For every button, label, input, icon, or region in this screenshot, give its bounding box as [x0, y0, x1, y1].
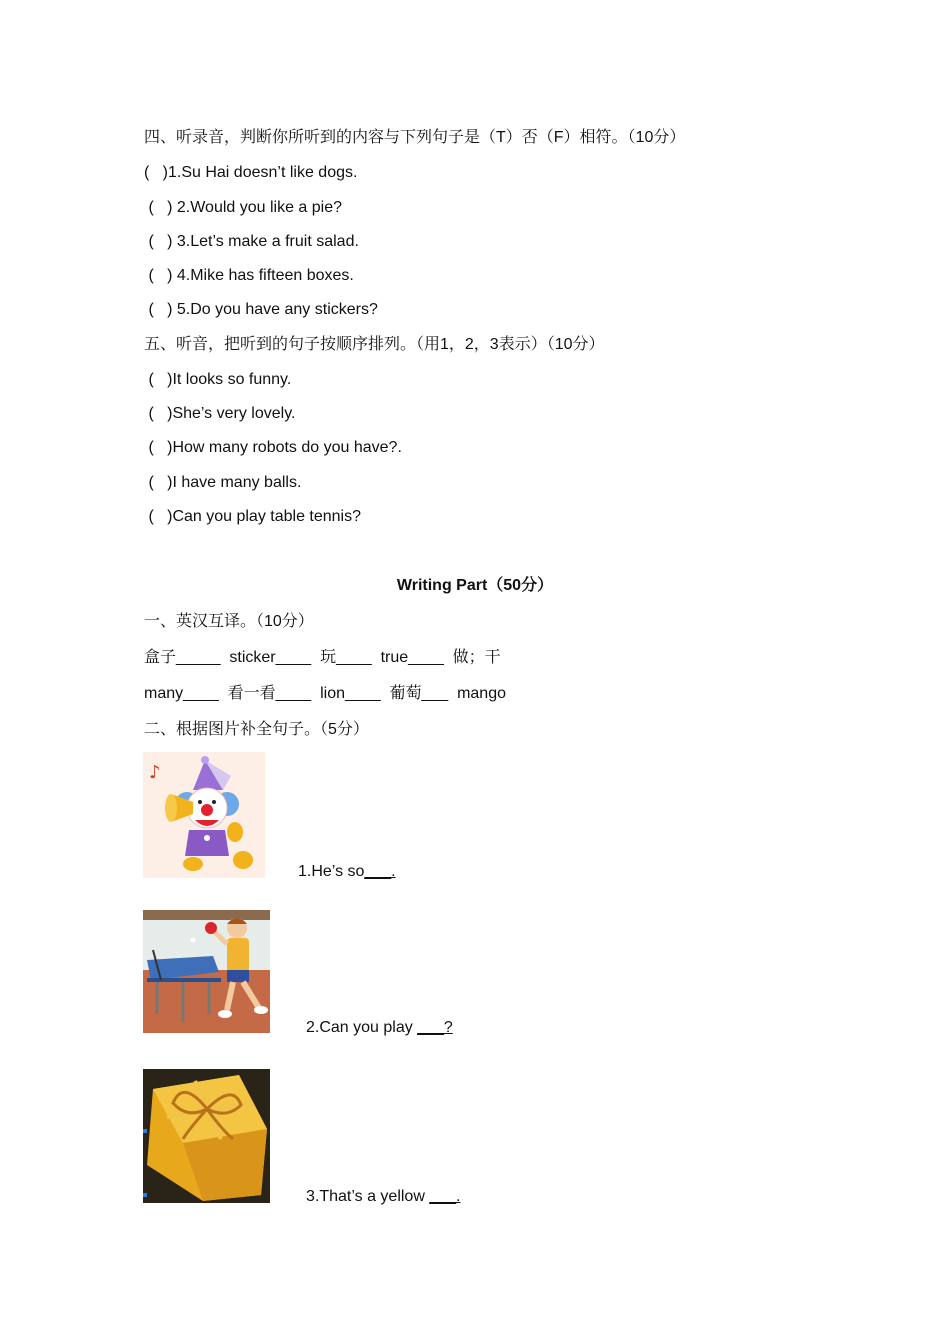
question-3: [306, 1187, 460, 1207]
section4-heading: 四、听录音，判断你所听到的内容与下列句子是（T）否（F）相符。（10分）: [144, 129, 686, 146]
question-1-blank: ___.: [364, 863, 396, 880]
question-2: [306, 1018, 453, 1038]
question-3-text: 3.That’s a yellow: [306, 1188, 430, 1205]
question-1: [298, 862, 396, 882]
section4-item-5: ( ) 5.Do you have any stickers?: [144, 301, 378, 318]
section4-item-1: ( )1.Su Hai doesn’t like dogs.: [144, 164, 358, 181]
question-1-text: 1.He’s so: [298, 863, 365, 880]
translation-row-2: many____ 看一看____ lion____ 葡萄___ mango: [144, 685, 506, 702]
question-2-text: 2.Can you play: [306, 1019, 418, 1036]
section5-item-5: ( )Can you play table tennis?: [144, 508, 362, 525]
clown-picture: [143, 752, 265, 878]
section4-item-4: ( ) 4.Mike has fifteen boxes.: [144, 267, 354, 284]
writing-part1-heading: 一、英汉互译。（10分）: [144, 613, 314, 630]
section5-item-3: ( )How many robots do you have?.: [144, 439, 402, 456]
gift-box-picture: [143, 1069, 270, 1203]
section5-item-1: ( )It looks so funny.: [144, 371, 292, 388]
svg-text:♪: ♪: [149, 762, 161, 783]
section5-item-4: ( )I have many balls.: [144, 474, 302, 491]
question-3-blank: ___.: [429, 1188, 461, 1205]
table-tennis-picture: [143, 910, 270, 1033]
writing-part2-heading: 二、根据图片补全句子。（5分）: [144, 721, 369, 738]
section5-heading: 五、听音，把听到的句子按顺序排列。（用1，2，3表示）（10分）: [144, 336, 605, 353]
writing-part-title: Writing Part（50分）: [396, 577, 554, 594]
question-2-blank: ___?: [417, 1019, 453, 1036]
section4-item-2: ( ) 2.Would you like a pie?: [144, 199, 343, 216]
section4-item-3: ( ) 3.Let’s make a fruit salad.: [144, 233, 359, 250]
section5-item-2: ( )She’s very lovely.: [144, 405, 296, 422]
translation-row-1: 盒子_____ sticker____ 玩____ true____ 做；干: [144, 649, 501, 666]
